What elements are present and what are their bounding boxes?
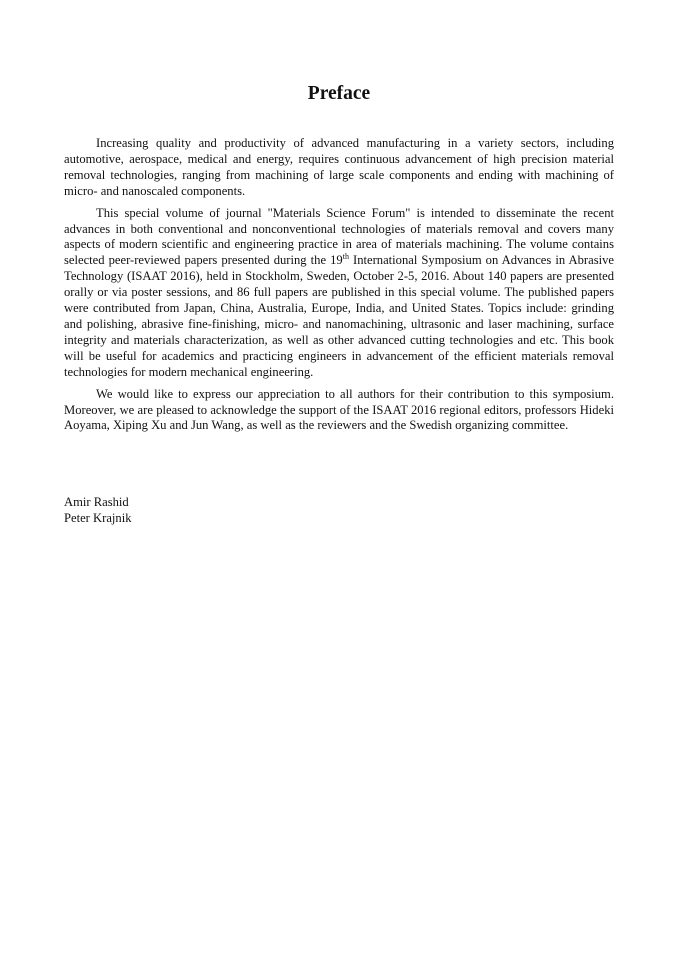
paragraph-2-text-end: International Symposium on Advances in Abrasive Technology (ISAAT 2016), held in Stockholm, Sweden, October 2-5, 2016. About 140 papers are presented orally or via poster sessions, and 86 full papers are published in this special volume. The published papers were contributed from Japan, China, Australia, Europe, India, and United States. Topics include: grinding and polishing, abrasive fine-finishing, micro- and nanomachining, ultrasonic and laser machining, surface integrity and materials characterization, as well as other advanced cutting technologies and etc. This book will be useful for academics and practicing engineers in advancement of the efficient materials removal technologies for modern mechanical engineering. — [64, 253, 614, 379]
paragraph-2-text-start: This special volume of journal "Materials Science Forum" is intended to disseminate the recent advances in both conventional and nonconventional technologies of materials removal and covers many aspects of modern scientific and engineering practice in area of materials machining. The volume contains selected peer-reviewed papers presented during the 19 — [64, 205, 614, 268]
paragraph-3: We would like to express our appreciation to all authors for their contribution to this symposium. Moreover, we are pleased to acknowledge the support of the ISAAT 2016 regional editors, professors Hideki Aoyama, Xiping Xu and Jun Wang, as well as the reviewers and the Swedish organizing committee. — [64, 386, 614, 433]
signature-name: Peter Krajnik — [64, 511, 132, 525]
signature-block — [64, 494, 132, 526]
paragraph-2 — [64, 206, 614, 381]
preface-body — [64, 136, 614, 440]
paragraph-1: Increasing quality and productivity of advanced manufacturing in a variety sectors, including automotive, aerospace, medical and energy, requires continuous advancement of high precision material removal technologies, ranging from machining of large scale components and ending with machining of micro- and nanoscaled components. — [64, 136, 614, 198]
page-title: Preface — [307, 83, 371, 104]
signature-name: Amir Rashid — [64, 495, 129, 509]
ordinal-superscript: th — [342, 252, 349, 262]
